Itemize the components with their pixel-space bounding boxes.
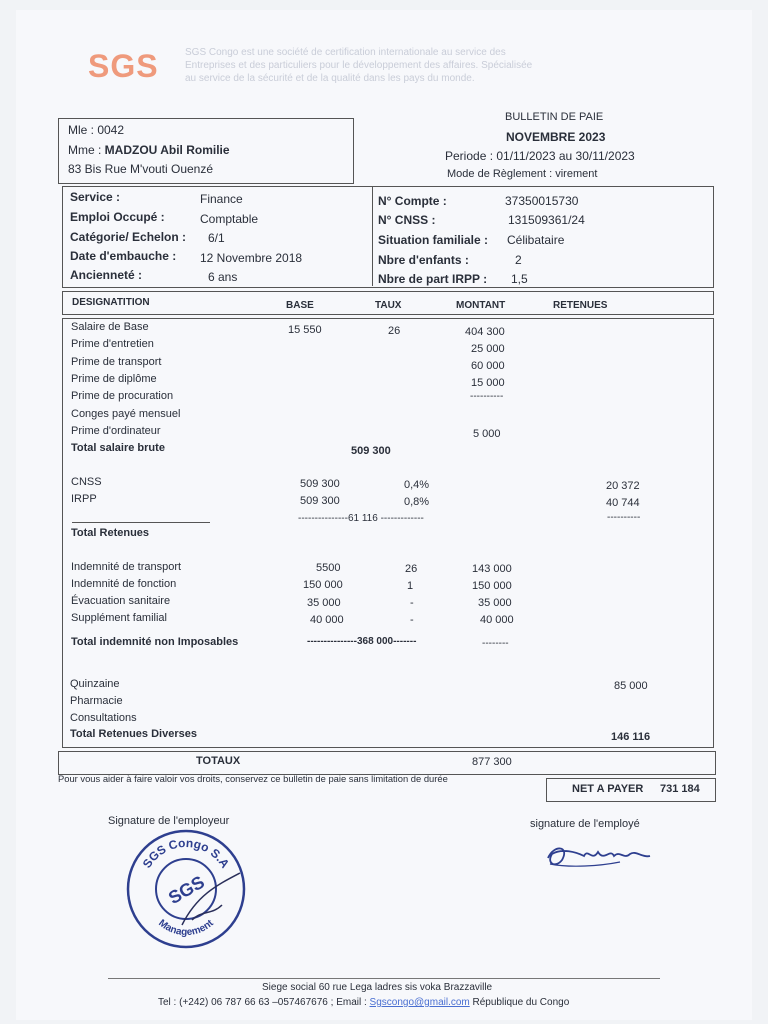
family-status-label: Situation familiale : [378, 233, 489, 247]
deduction-base: 509 300 [300, 495, 340, 507]
salary-row-montant: 15 000 [471, 377, 505, 389]
salary-row-base: 15 550 [288, 324, 322, 336]
deduction-label: CNSS [71, 476, 102, 488]
deduction-retenue: 40 744 [606, 497, 640, 509]
total-indemnites-value: ---------------368 000------- [307, 636, 417, 647]
indemnity-montant: 40 000 [480, 614, 514, 626]
col-base: BASE [286, 300, 314, 311]
children-label: Nbre d'enfants : [378, 253, 469, 267]
sgs-logo: SGS [88, 48, 159, 84]
salary-row-montant: 404 300 [465, 326, 505, 338]
indemnity-taux: 1 [407, 580, 414, 592]
indemnity-label: Supplément familial [71, 612, 167, 624]
deduction-label: IRPP [71, 493, 97, 505]
footer-rule [108, 978, 660, 979]
total-indemnites-label: Total indemnité non Imposables [71, 636, 239, 648]
total-retenues-value: ---------------61 116 ------------- [298, 513, 424, 524]
diverse-label: Quinzaine [70, 678, 120, 690]
employee-name: MADZOU Abil Romilie [104, 143, 230, 157]
service-value: Finance [200, 192, 243, 206]
salary-row-label: Prime d'ordinateur [71, 425, 161, 437]
family-status-value: Célibataire [507, 233, 565, 247]
indemnity-taux: 26 [405, 563, 418, 575]
cnss-value: 131509361/24 [508, 213, 585, 227]
deduction-retenue: 20 372 [606, 480, 640, 492]
salary-row-label: Prime de diplôme [71, 373, 157, 385]
payment-mode: Mode de Règlement : virement [447, 168, 598, 180]
info-divider [372, 186, 373, 286]
logo-faded-text: SGS Congo est une société de certification internationale au service des Entreprises et des particuliers pour le développement des affaires. Spécialisée au service de la sécurité et de la qualité dans les pays du monde. [185, 47, 533, 84]
diverse-label: Consultations [70, 712, 137, 724]
total-retenues-dash: ---------- [607, 512, 641, 523]
net-label: NET A PAYER [572, 783, 644, 795]
indemnity-base: 5500 [316, 562, 341, 574]
employee-mle: Mle : 0042 [68, 123, 125, 137]
totaux-label: TOTAUX [196, 755, 241, 767]
col-taux: TAUX [375, 300, 402, 311]
col-retenues: RETENUES [553, 300, 608, 311]
employee-name-line [68, 143, 230, 157]
indemnity-label: Évacuation sanitaire [71, 595, 171, 607]
indemnity-montant: 150 000 [472, 580, 512, 592]
doc-month: NOVEMBRE 2023 [506, 130, 606, 144]
cnss-label-line [378, 213, 435, 227]
diverse-label: Pharmacie [70, 695, 123, 707]
diverse-retenue: 85 000 [614, 680, 648, 692]
salary-row-label: Conges payé mensuel [71, 408, 181, 420]
stamp-top-text: SGS Congo S.A [139, 835, 233, 871]
doc-period: Periode : 01/11/2023 au 30/11/2023 [445, 149, 635, 163]
indemnity-montant: 143 000 [472, 563, 512, 575]
account-value: 37350015730 [505, 194, 579, 208]
category-label: Catégorie/ Echelon : [70, 230, 187, 244]
job-value: Comptable [200, 212, 259, 226]
salary-row-label: Prime de transport [71, 356, 162, 368]
irpp-parts-value: 1,5 [511, 272, 528, 286]
totaux-value: 877 300 [472, 756, 512, 768]
doc-title: BULLETIN DE PAIE [505, 111, 604, 123]
employee-signature [540, 838, 660, 878]
totaux-box [58, 751, 716, 775]
total-diverses-value: 146 116 [611, 731, 651, 743]
total-indemnites-dash: -------- [482, 638, 509, 649]
retenues-underline [72, 522, 210, 523]
total-retenues-label: Total Retenues [71, 527, 150, 539]
service-label: Service : [70, 190, 121, 204]
employee-title: Mme : [68, 143, 105, 157]
indemnity-label: Indemnité de fonction [71, 578, 177, 590]
indemnity-base: 150 000 [303, 579, 343, 591]
footer-country: République du Congo [469, 997, 570, 1008]
indemnity-montant: 35 000 [478, 597, 512, 609]
deduction-base: 509 300 [300, 478, 340, 490]
salary-row-label: Prime d'entretien [71, 338, 154, 350]
employee-address: 83 Bis Rue M'vouti Ouenzé [68, 162, 214, 176]
category-value: 6/1 [208, 231, 225, 245]
col-designation: DESIGNATITION [72, 297, 150, 308]
job-label: Emploi Occupé : [70, 210, 165, 224]
salary-row-montant: 60 000 [471, 360, 505, 372]
irpp-parts-label: Nbre de part IRPP : [378, 272, 488, 286]
employer-signature-label: Signature de l'employeur [108, 815, 230, 827]
deduction-taux: 0,8% [404, 496, 430, 508]
stamp-center-text: SGS [165, 871, 208, 909]
salary-row-montant: 25 000 [471, 343, 505, 355]
salary-row-montant: 5 000 [473, 428, 501, 440]
total-brut-value: 509 300 [351, 445, 391, 457]
indemnity-taux: - [410, 597, 414, 609]
hire-date-label: Date d'embauche : [70, 249, 177, 263]
col-montant: MONTANT [456, 300, 506, 311]
footer-phone: Tel : (+242) 06 787 66 63 –057467676 ; Email : [158, 997, 370, 1008]
total-diverses-label: Total Retenues Diverses [70, 728, 197, 740]
conservation-notice: Pour vous aider à faire valoir vos droits, conservez ce bulletin de paie sans limitation de durée [58, 773, 448, 784]
hire-date-value: 12 Novembre 2018 [200, 251, 303, 265]
salary-row-label: Prime de procuration [71, 390, 174, 402]
salary-row-label: Salaire de Base [71, 321, 149, 333]
net-value: 731 184 [660, 783, 700, 795]
salary-row-montant: ---------- [470, 391, 504, 402]
children-value: 2 [515, 253, 522, 267]
indemnity-taux: - [410, 614, 414, 626]
stamp-bottom-text: Management [156, 917, 216, 939]
seniority-value: 6 ans [208, 270, 238, 284]
svg-text:Management [156, 917, 216, 938]
salary-row-taux: 26 [388, 325, 401, 337]
indemnity-base: 40 000 [310, 614, 344, 626]
seniority-label: Ancienneté : [70, 268, 143, 282]
employee-signature-label: signature de l'employé [530, 818, 640, 830]
indemnity-base: 35 000 [307, 597, 341, 609]
footer-contact [158, 997, 569, 1008]
footer-email-link[interactable]: Sgscongo@gmail.com [369, 997, 470, 1008]
deduction-taux: 0,4% [404, 479, 430, 491]
footer-address: Siege social 60 rue Lega ladres sis voka Brazzaville [262, 982, 493, 993]
cnss-label: N° CNSS : [378, 213, 436, 227]
total-brut-label: Total salaire brute [71, 442, 165, 454]
indemnity-label: Indemnité de transport [71, 561, 182, 573]
company-stamp [122, 825, 250, 953]
account-label: N° Compte : [378, 194, 447, 208]
